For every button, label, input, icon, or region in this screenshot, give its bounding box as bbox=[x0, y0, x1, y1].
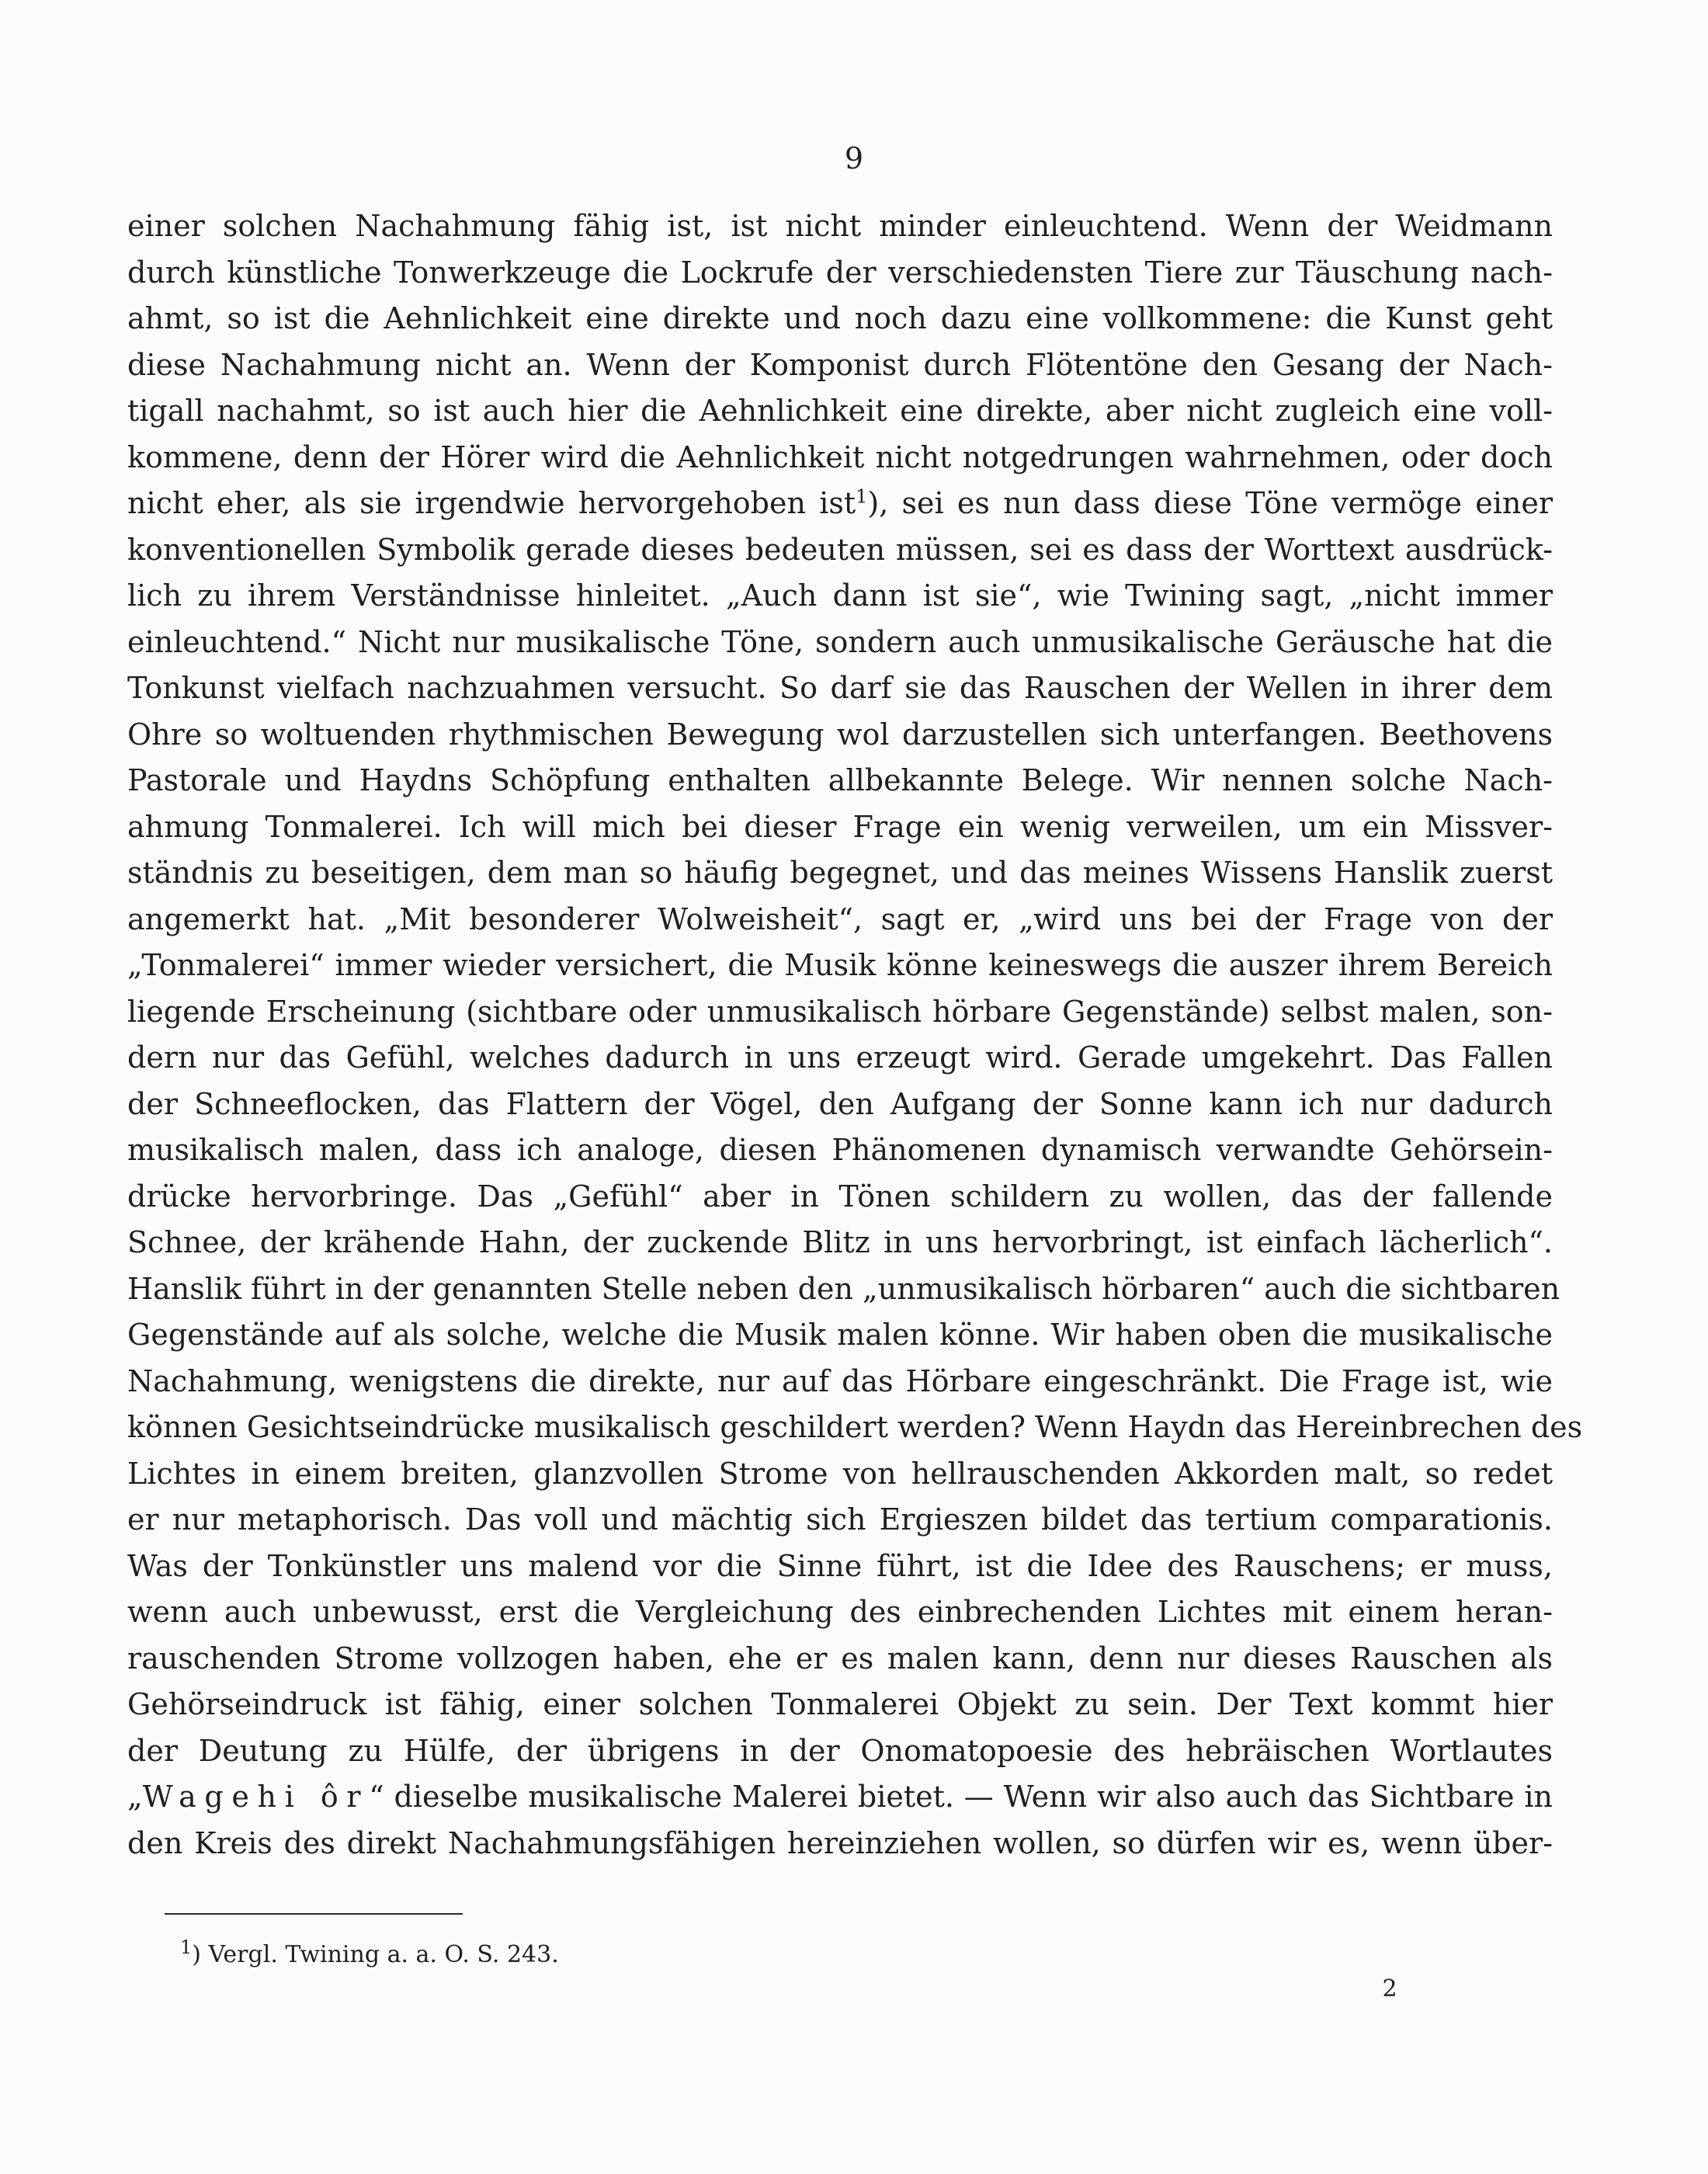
text-line: drücke hervorbringe. Das „Gefühl“ aber in Tönen schildern zu wollen, das der fallende bbox=[127, 1179, 1553, 1214]
text-line: Was der Tonkünstler uns malend vor die Sinne führt, ist die Idee des Rauschens; er muss, bbox=[127, 1548, 1553, 1583]
text-line: dern nur das Gefühl, welches dadurch in uns erzeugt wird. Gerade umgekehrt. Das Fallen bbox=[127, 1040, 1553, 1075]
text-line: konventionellen Symbolik gerade dieses bedeuten müssen, sei es dass der Worttext ausdrück- bbox=[127, 532, 1553, 567]
text-line: er nur metaphorisch. Das voll und mächtig sich Ergieszen bildet das tertium comparationis. bbox=[127, 1502, 1553, 1537]
text-line: Lichtes in einem breiten, glanzvollen Strome von hellrauschenden Akkorden malt, so redet bbox=[127, 1456, 1553, 1491]
text-line: diese Nachahmung nicht an. Wenn der Komponist durch Flötentöne den Gesang der Nach- bbox=[127, 347, 1553, 382]
text-line: Pastorale und Haydns Schöpfung enthalten allbekannte Belege. Wir nennen solche Nach- bbox=[127, 763, 1553, 797]
signature-mark: 2 bbox=[1382, 1975, 1397, 2002]
text-line: liegende Erscheinung (sichtbare oder unmusikalisch hörbare Gegenstände) selbst malen, son- bbox=[127, 994, 1553, 1029]
text-line: wenn auch unbewusst, erst die Vergleichung des einbrechenden Lichtes mit einem heran- bbox=[127, 1595, 1553, 1629]
text-line-with-footnote-ref bbox=[127, 481, 1553, 527]
text-line-start: nicht eher, als sie irgendwie hervorgehoben ist bbox=[127, 486, 856, 520]
text-line: ahmung Tonmalerei. Ich will mich bei dieser Frage ein wenig verweilen, um ein Missver- bbox=[127, 809, 1553, 844]
text-line: Schnee, der krähende Hahn, der zuckende Blitz in uns hervorbringt, ist einfach lächerlich“. bbox=[127, 1225, 1553, 1259]
text-line: Nachahmung, wenigstens die direkte, nur auf das Hörbare eingeschränkt. Die Frage ist, wie bbox=[127, 1363, 1553, 1398]
text-line: Ohre so woltuenden rhythmischen Bewegung wol darzustellen sich unterfangen. Beethovens bbox=[127, 717, 1553, 752]
text-line: ständnis zu beseitigen, dem man so häufig begegnet, und das meines Wissens Hanslik zuerst bbox=[127, 856, 1553, 890]
text-line: tigall nachahmt, so ist auch hier die Aehnlichkeit eine direkte, aber nicht zugleich eine voll- bbox=[127, 394, 1553, 428]
text-line: angemerkt hat. „Mit besonderer Wolweisheit“, sagt er, „wird uns bei der Frage von der bbox=[127, 901, 1553, 936]
text-line: lich zu ihrem Verständnisse hinleitet. „Auch dann ist sie“, wie Twining sagt, „nicht immer bbox=[127, 578, 1553, 613]
text-line-with-spaced-word bbox=[127, 1774, 1553, 1821]
footnote-marker: 1 bbox=[180, 1936, 193, 1958]
body-text bbox=[127, 203, 1583, 1867]
text-line-end: dieselbe musikalische Malerei bietet. — Wenn wir also auch das Sichtbare in bbox=[394, 1780, 1554, 1814]
text-line: einer solchen Nachahmung fähig ist, ist nicht minder einleuchtend. Wenn der Weidmann bbox=[127, 209, 1553, 243]
footnote-text: ) Vergl. Twining a. a. O. S. 243. bbox=[192, 1941, 559, 1968]
text-line: können Gesichtseindrücke musikalisch geschildert werden? Wenn Haydn das Hereinbrechen des bbox=[127, 1410, 1583, 1444]
quote-open: „ bbox=[127, 1780, 143, 1814]
text-line: durch künstliche Tonwerkzeuge die Lockrufe der verschiedensten Tiere zur Täuschung nach- bbox=[127, 255, 1553, 290]
footnote-divider bbox=[165, 1913, 463, 1915]
text-line: kommene, denn der Hörer wird die Aehnlichkeit nicht notgedrungen wahrnehmen, oder doch bbox=[127, 439, 1553, 474]
text-line-end: ), sei es nun dass diese Töne vermöge einer bbox=[867, 486, 1553, 520]
text-line: „Tonmalerei“ immer wieder versichert, die Musik könne keineswegs die auszer ihrem Bereich bbox=[127, 948, 1553, 982]
text-line: Hanslik führt in der genannten Stelle neben den „unmusikalisch hörbaren“ auch die sichtbaren bbox=[127, 1271, 1560, 1306]
text-line: der Deutung zu Hülfe, der übrigens in der Onomatopoesie des hebräischen Wortlautes bbox=[127, 1733, 1553, 1768]
text-line: der Schneeflocken, das Flattern der Vögel, den Aufgang der Sonne kann ich nur dadurch bbox=[127, 1086, 1553, 1121]
text-line: den Kreis des direkt Nachahmungsfähigen hereinziehen wollen, so dürfen wir es, wenn über- bbox=[127, 1825, 1553, 1860]
quote-close: “ bbox=[369, 1780, 384, 1814]
page-number: 9 bbox=[844, 141, 864, 175]
text-line: musikalisch malen, dass ich analoge, diesen Phänomenen dynamisch verwandte Gehörsein- bbox=[127, 1133, 1553, 1167]
text-line: rauschenden Strome vollzogen haben, ehe er es malen kann, denn nur dieses Rauschen als bbox=[127, 1641, 1553, 1676]
text-line: ahmt, so ist die Aehnlichkeit eine direkte und noch dazu eine vollkommene: die Kunst geht bbox=[127, 301, 1553, 335]
footnote-reference: 1 bbox=[856, 485, 868, 508]
text-line: einleuchtend.“ Nicht nur musikalische Töne, sondern auch unmusikalische Geräusche hat die bbox=[127, 624, 1553, 659]
text-line: Gegenstände auf als solche, welche die Musik malen könne. Wir haben oben die musikalische bbox=[127, 1318, 1553, 1352]
footnote bbox=[180, 1936, 559, 1970]
text-line: Gehörseindruck ist fähig, einer solchen Tonmalerei Objekt zu sein. Der Text kommt hier bbox=[127, 1687, 1553, 1721]
spaced-hebrew-word: Wagehi ôr bbox=[142, 1780, 370, 1814]
text-line: Tonkunst vielfach nachzuahmen versucht. So darf sie das Rauschen der Wellen in ihrer dem bbox=[127, 671, 1553, 705]
